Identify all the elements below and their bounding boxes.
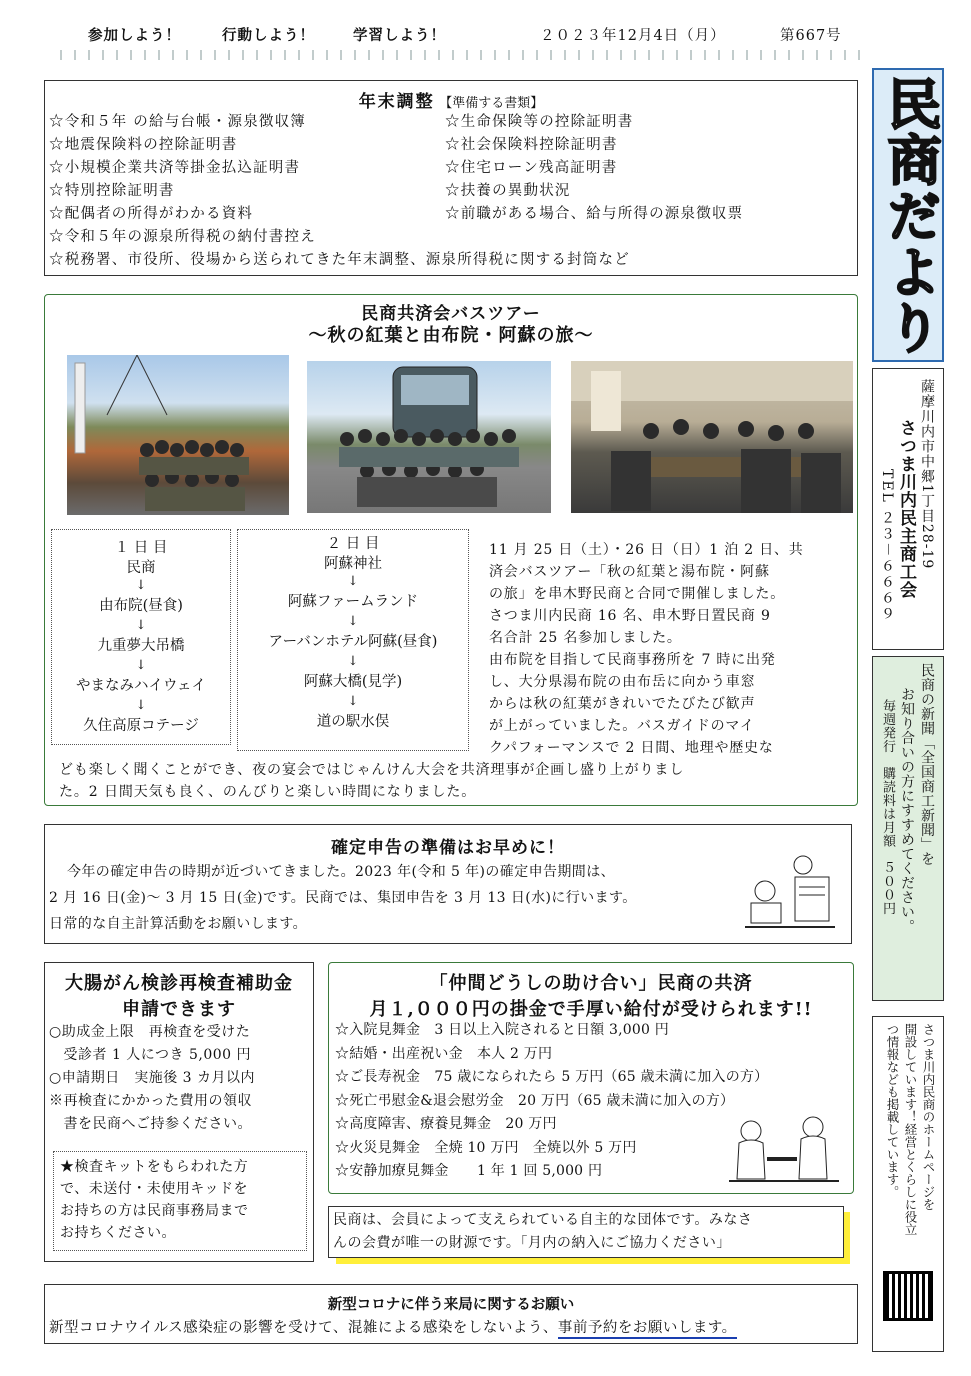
- accounting-illustration-icon: [745, 847, 835, 937]
- bustour-text-line: の旅」を串木野民商と合同で開催しました。: [489, 586, 785, 602]
- cancer-screening-section: [44, 962, 314, 1262]
- kyosai-item: ☆ご長寿祝金 75 歳になられたら 5 万円（65 歳未満に加入の方）: [335, 1069, 769, 1085]
- nenmatsu-right-item: ☆生命保険等の控除証明書: [445, 114, 634, 130]
- bustour-text-line: からは秋の紅葉がきれいでたびたび歓声: [489, 696, 756, 712]
- consultation-illustration-icon: [729, 1113, 839, 1185]
- homepage-ad: [872, 1016, 944, 1352]
- day2-stop: 阿蘇神社: [324, 556, 382, 572]
- masthead-title-box: [872, 68, 944, 362]
- cancer-text-line: ※再検査にかかった費用の領収: [49, 1093, 252, 1109]
- corona-section: [44, 1284, 858, 1344]
- nenmatsu-right-item: ☆扶養の異動状況: [445, 183, 571, 199]
- kaihi-text-line: 民商は、会員によって支えられている自主的な団体です。みなさ: [333, 1212, 753, 1228]
- cancer-title: 大腸がん検診再検査補助金: [65, 973, 293, 994]
- bustour-text-line: ども楽しく聞くことができ、夜の宴会ではじゃんけん大会を共済理事が企画し盛り上がりまし: [59, 762, 685, 778]
- kakutei-section: [44, 824, 852, 944]
- banquet-photo: [571, 361, 853, 513]
- newspaper-ad-line1: 民商の新聞「全国商工新聞」を: [919, 663, 935, 866]
- nenmatsu-left-item: ☆令和５年の源泉所得税の納付書控え: [49, 229, 316, 245]
- kaihi-text-line: んの会費が唯一の財源です。「月内の納入にご協力ください」: [333, 1235, 731, 1251]
- day2-stop: 道の駅水俣: [316, 714, 390, 730]
- cancer-note-line: お持ちの方は民商事務局まで: [60, 1203, 249, 1219]
- nenmatsu-subtitle: 【準備する書類】: [439, 96, 544, 111]
- kakutei-text-line: 今年の確定申告の時期が近づいてきました。2023 年(令和 5 年)の確定申告期間は、: [67, 864, 616, 880]
- group-photo-autumn: [67, 355, 289, 515]
- bustour-section: [44, 294, 858, 806]
- cancer-note-line: で、未送付・未使用キッドを: [60, 1181, 248, 1197]
- bustour-text-line: クパフォーマンスで 2 日間、地理や歴史な: [489, 740, 774, 756]
- nenmatsu-right-item: ☆前職がある場合、給与所得の源泉徴収票: [445, 206, 744, 222]
- nenmatsu-left-item: ☆税務署、市役所、役場から送られてきた年末調整、源泉所得税に関する封筒など: [49, 252, 630, 268]
- day2-stop: 阿蘇ファームランド: [287, 594, 419, 610]
- bustour-text-line: が上がっていました。バスガイドのマイ: [489, 718, 755, 734]
- kyosai-title: 「仲間どうしの助け合い」民商の共済: [429, 973, 753, 994]
- header-ornament: [60, 50, 860, 60]
- day1-stop: 久住高原コテージ: [83, 718, 199, 734]
- reservation-request: 事前予約をお願いします。: [558, 1320, 737, 1339]
- cancer-text-line: ○申請期日 実施後 3 カ月以内: [49, 1070, 256, 1086]
- day1-stop: 由布院(昼食): [99, 598, 183, 614]
- kyosai-item: ☆入院見舞金 3 日以上入院されると日額 3,000 円: [335, 1022, 669, 1038]
- qr-code-icon[interactable]: [883, 1271, 933, 1321]
- day1-stop: 九重夢大吊橋: [97, 638, 185, 654]
- nenmatsu-left-item: ☆地震保険料の控除証明書: [49, 137, 238, 153]
- slogan-1: 参加しよう！: [88, 27, 181, 44]
- homepage-ad-line2: 開設しています！経営とくらしに役立: [903, 1023, 918, 1236]
- corona-text: 新型コロナウイルス感染症の影響を受けて、混雑による感染をしないよう、: [49, 1320, 558, 1336]
- cancer-note-box: [53, 1151, 307, 1251]
- bustour-text-line: し、大分県湯布院の由布岳に向かう車窓: [489, 674, 756, 690]
- down-arrow-icon: ↓: [347, 614, 359, 629]
- homepage-ad-line3: つ情報なども掲載しています。: [885, 1023, 900, 1198]
- bustour-text-line: 名合計 25 名参加しました。: [489, 630, 682, 646]
- nenmatsu-left-item: ☆小規模企業共済等掛金払込証明書: [49, 160, 301, 176]
- cancer-text-line: 書を民商へご持参ください。: [49, 1116, 252, 1132]
- newspaper-ad: [872, 656, 944, 1001]
- day1-stop: やまなみハイウェイ: [76, 678, 206, 694]
- nenmatsu-left-item: ☆特別控除証明書: [49, 183, 175, 199]
- issue-number: 第667号: [780, 28, 842, 44]
- group-photo-bus: [307, 361, 551, 513]
- kyosai-item: ☆結婚・出産祝い金 本人 2 万円: [335, 1045, 553, 1062]
- issue-date: ２０２３年12月4日（月）: [540, 28, 726, 44]
- bustour-text-line: さつま川内民商 16 名、串木野日置民商 9: [489, 608, 771, 624]
- kakutei-title: 確定申告の準備はお早めに！: [331, 838, 565, 858]
- bustour-subtitle: ～秋の紅葉と由布院・阿蘇の旅～: [308, 325, 594, 346]
- org-info-box: [872, 368, 944, 650]
- kyosai-section: [328, 962, 854, 1194]
- newspaper-ad-line2: お知り合いの方にすすめてください。: [899, 687, 915, 934]
- kyosai-item: ☆死亡弔慰金&退会慰労金 20 万円（65 歳未満に加入の方）: [335, 1092, 735, 1109]
- down-arrow-icon: ↓: [135, 658, 147, 673]
- bustour-title: 民商共済会バスツアー: [361, 304, 541, 324]
- kyosai-item: ☆安静加療見舞金 1 年 1 回 5,000 円: [335, 1163, 603, 1179]
- nenmatsu-left-item: ☆配偶者の所得がわかる資料: [49, 206, 254, 222]
- org-address: 薩摩川内市中郷1丁目28-19: [919, 379, 935, 570]
- day2-stop: アーバンホテル阿蘇(昼食): [268, 634, 438, 650]
- kakutei-text-line: 2 月 16 日(金)～ 3 月 15 日(金)です。民商では、集団申告を 3 月 13 日(水)に行います。: [49, 890, 637, 906]
- day1-stop: 民商: [126, 560, 156, 576]
- down-arrow-icon: ↓: [347, 694, 359, 709]
- bustour-text-line: た。2 日間天気も良く、のんびりと楽しい時間になりました。: [59, 784, 477, 800]
- day1-label: １ 日 目: [114, 540, 168, 556]
- down-arrow-icon: ↓: [135, 618, 147, 633]
- cancer-text-line: 受診者 1 人につき 5,000 円: [49, 1047, 252, 1063]
- day2-stop: 阿蘇大橋(見学): [303, 674, 403, 690]
- nenmatsu-left-item: ☆令和５年 の給与台帳・源泉徴収簿: [49, 114, 307, 130]
- newspaper-ad-line3: 毎週発行 購読料は月額 ５００円: [880, 699, 895, 915]
- corona-title: 新型コロナに伴う来局に関するお願い: [327, 1296, 575, 1313]
- cancer-subtitle: 申請できます: [122, 999, 236, 1020]
- kyosai-item: ☆高度障害、療養見舞金 20 万円: [335, 1116, 557, 1132]
- nenmatsu-section: [44, 80, 858, 276]
- homepage-ad-line1: さつま川内民商のホームページを: [921, 1023, 936, 1211]
- cancer-note-line: お持ちください。: [60, 1225, 176, 1241]
- kyosai-item: ☆火災見舞金 全焼 10 万円 全焼以外 5 万円: [335, 1139, 637, 1156]
- down-arrow-icon: ↓: [347, 654, 359, 669]
- day2-label: ２ 日 目: [326, 536, 380, 552]
- kaihi-box: [328, 1206, 844, 1258]
- slogan-3: 学習しよう！: [353, 27, 446, 44]
- down-arrow-icon: ↓: [347, 574, 359, 589]
- bustour-text-line: 11 月 25 日（土）・26 日（日）1 泊 2 日、共: [489, 542, 804, 558]
- kyosai-subtitle: 月１,０００円の掛金で手厚い給付が受けられます!!: [369, 999, 813, 1020]
- nenmatsu-title: 年末調整: [358, 92, 435, 112]
- org-phone: TEL ２３－６６６９: [879, 469, 895, 623]
- day1-itinerary: [51, 529, 231, 745]
- down-arrow-icon: ↓: [135, 698, 147, 713]
- bustour-text-line: 由布院を目指して民商事務所を 7 時に出発: [489, 652, 776, 668]
- cancer-text-line: ○助成金上限 再検査を受けた: [49, 1024, 251, 1040]
- nenmatsu-right-item: ☆住宅ローン残高証明書: [445, 160, 618, 176]
- nenmatsu-right-item: ☆社会保険料控除証明書: [445, 137, 618, 153]
- org-name: さつま川内民主商工会: [896, 419, 916, 599]
- masthead-title: 民商だより: [879, 76, 942, 356]
- bustour-text-line: 済会バスツアー「秋の紅葉と湯布院・阿蘇: [489, 564, 770, 580]
- day2-itinerary: [237, 529, 469, 751]
- kakutei-text-line: 日常的な自主計算活動をお願いします。: [49, 916, 308, 932]
- cancer-note-line: ★検査キットをもらわれた方: [60, 1159, 249, 1175]
- down-arrow-icon: ↓: [135, 578, 147, 593]
- slogan-2: 行動しよう！: [222, 27, 315, 44]
